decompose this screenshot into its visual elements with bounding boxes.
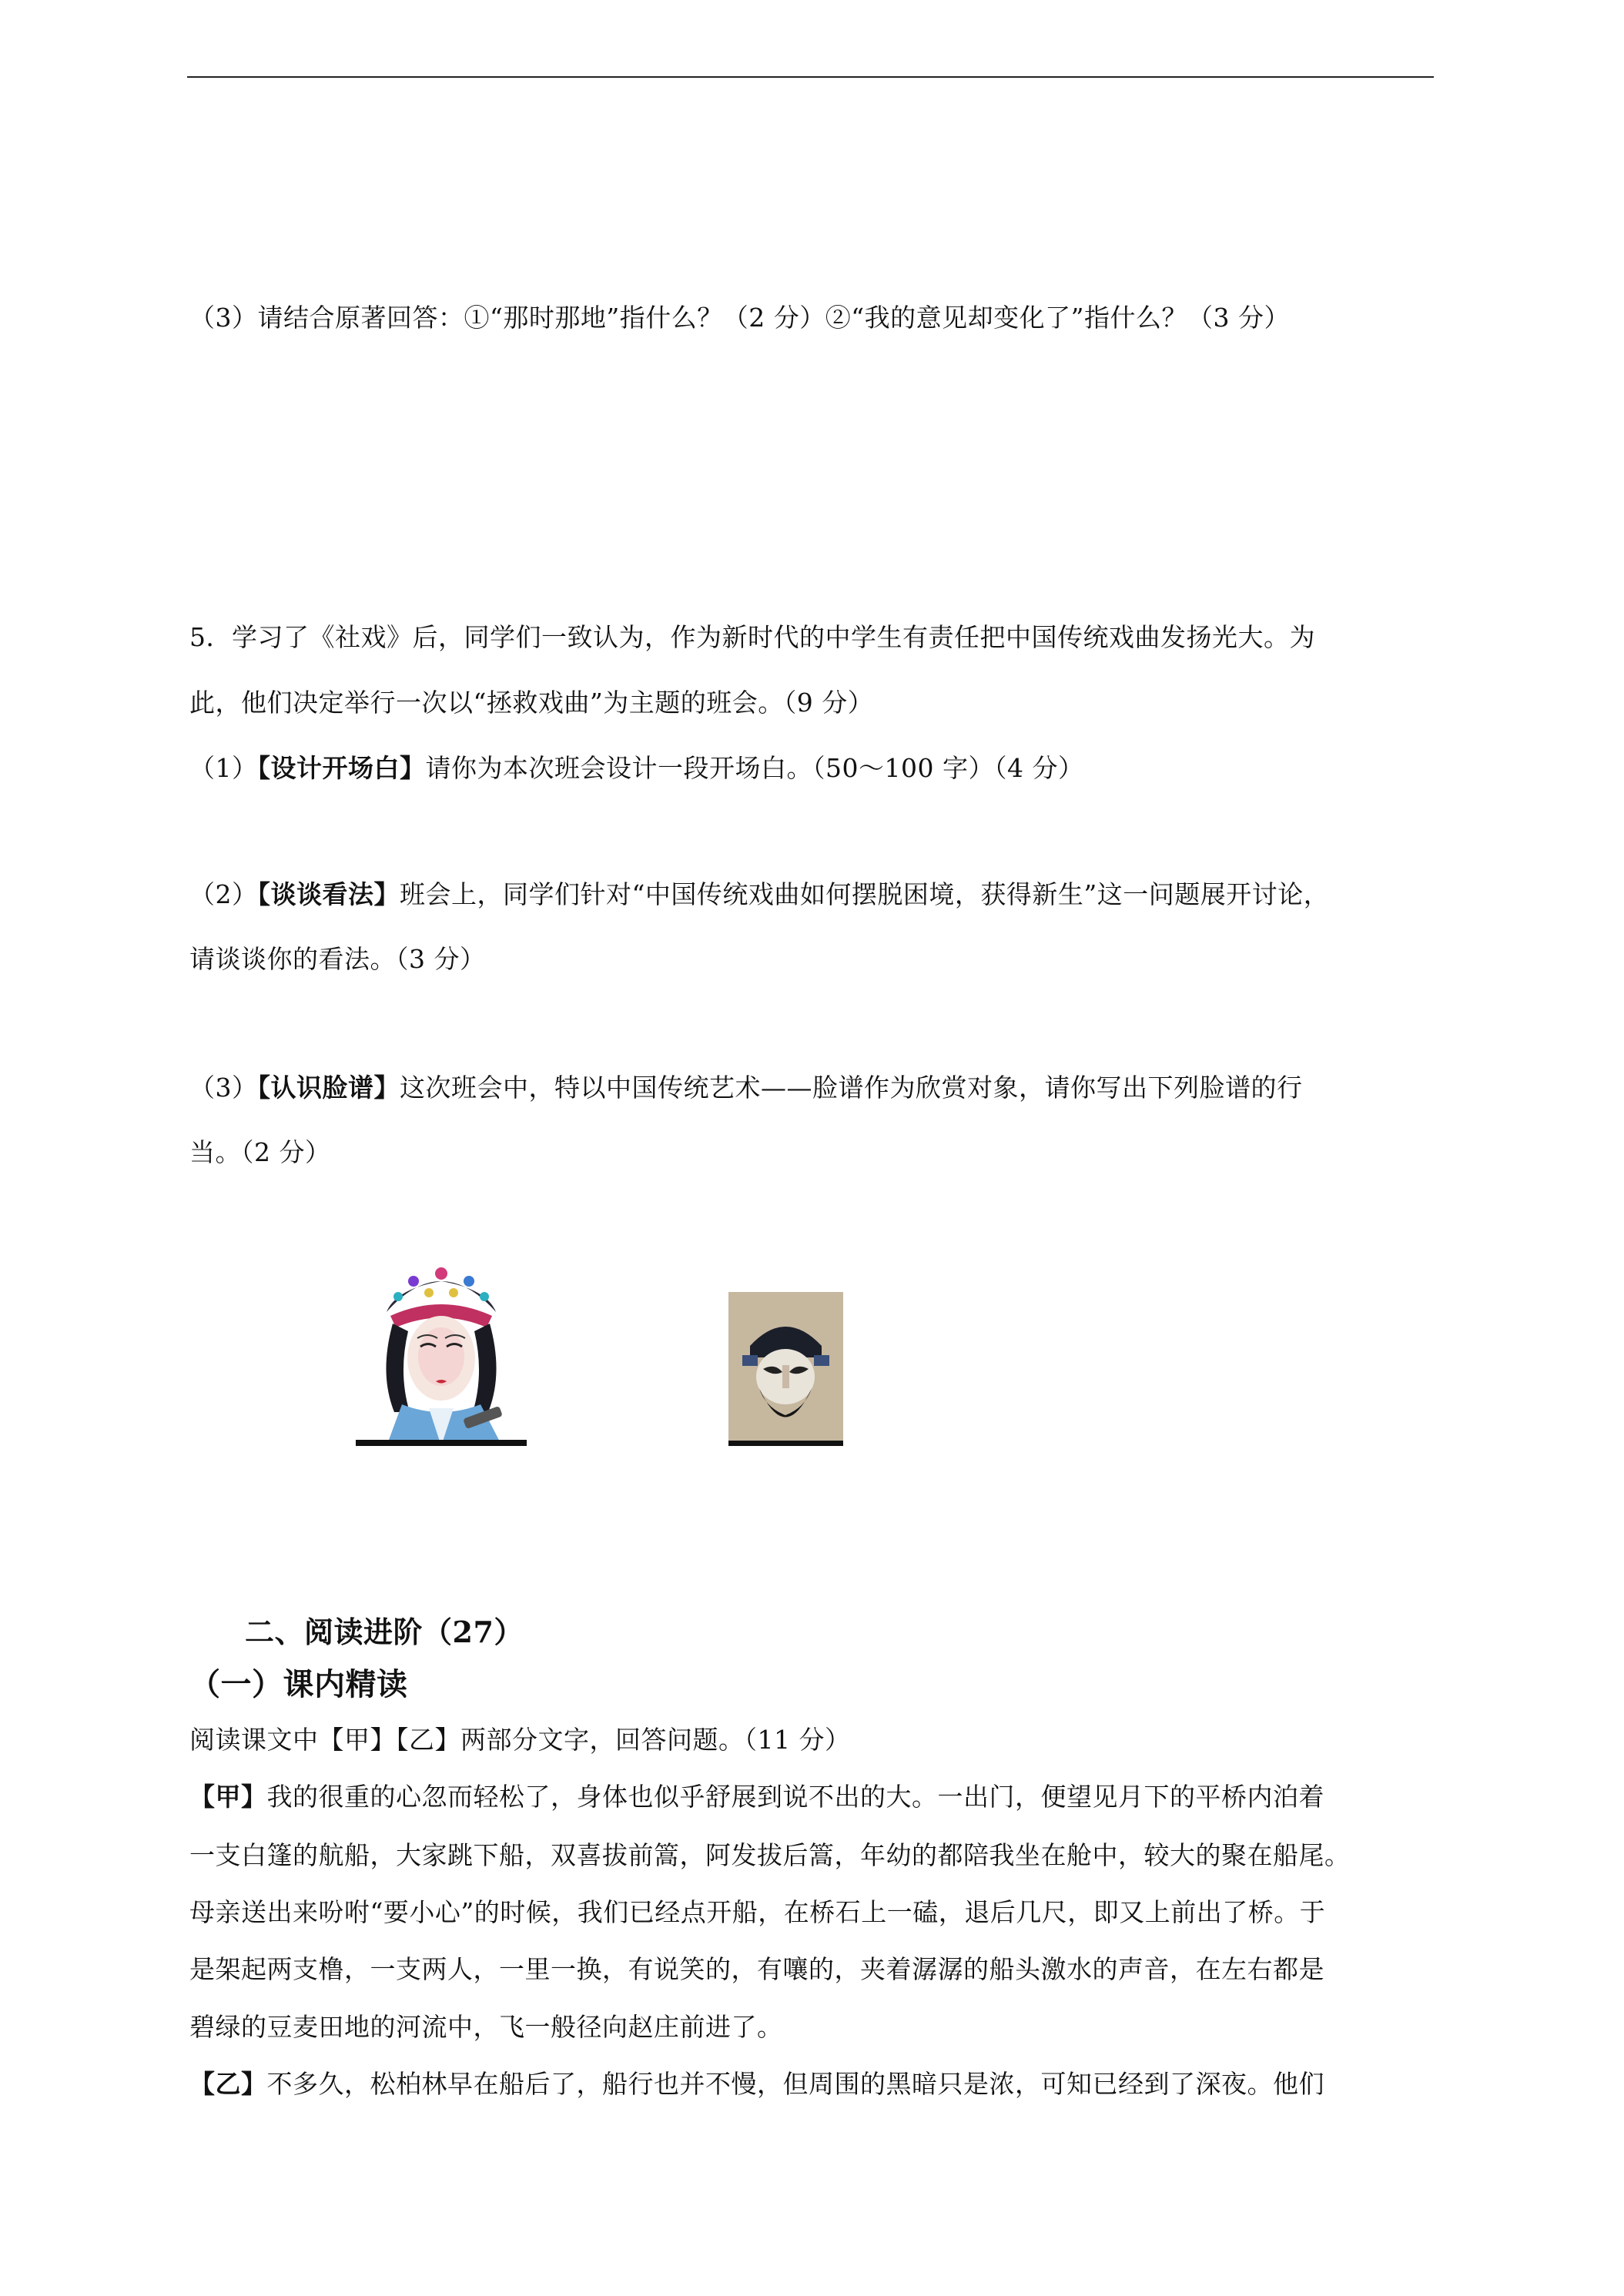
section2-title: 二、阅读进阶（27） — [245, 1615, 524, 1649]
header-rule — [187, 76, 1434, 78]
yi-line-1 — [189, 2069, 1324, 2100]
jia-tag: 【甲】 — [189, 1782, 267, 1812]
q5-sub1-text: 请你为本次班会设计一段开场白。（50～100 字）（4 分） — [425, 753, 1084, 783]
q5-sub2-text: 班会上，同学们针对“中国传统戏曲如何摆脱困境，获得新生”这一问题展开讨论， — [400, 879, 1330, 909]
q5-sub1-tag: 【设计开场白】 — [257, 753, 426, 783]
q5-sub3-line1 — [189, 1073, 1303, 1103]
yi-tag: 【乙】 — [189, 2069, 267, 2099]
q5-sub3-tag: 【认识脸谱】 — [257, 1073, 400, 1103]
q5-sub2-number: （2） — [189, 879, 258, 909]
section2-subsection: （一）课内精读 — [189, 1666, 408, 1702]
dan-mask-image — [356, 1258, 527, 1446]
q5-sub1-number: （1） — [189, 753, 258, 783]
q5-sub3-line2: 当。（2 分） — [189, 1137, 331, 1167]
jia-line-3: 母亲送出来吩咐“要小心”的时候，我们已经点开船，在桥石上一磕，退后几尺，即又上前出了桥。于 — [189, 1897, 1326, 1927]
jia-line-5: 碧绿的豆麦田地的河流中，飞一般径向赵庄前进了。 — [189, 2012, 783, 2042]
q5-sub2-tag: 【谈谈看法】 — [257, 879, 400, 909]
jia-line-1 — [189, 1782, 1324, 1812]
yi-text-1: 不多久，松柏林早在船后了，船行也并不慢，但周围的黑暗只是浓，可知已经到了深夜。他们 — [266, 2069, 1324, 2099]
q5-sub2-line2: 请谈谈你的看法。（3 分） — [189, 944, 486, 974]
q4-sub3: （3）请结合原著回答：①“那时那地”指什么？（2 分）②“我的意见却变化了”指什么？（3 分） — [189, 303, 1290, 333]
q5-sub3-text: 这次班会中，特以中国传统艺术——脸谱作为欣赏对象，请你写出下列脸谱的行 — [400, 1073, 1303, 1103]
jing-mask-photo — [728, 1292, 843, 1446]
dan-mask-illustration — [356, 1258, 527, 1446]
jia-line-4: 是架起两支橹，一支两人，一里一换，有说笑的，有嚷的，夹着潺潺的船头激水的声音，在左右都是 — [189, 1954, 1324, 1984]
q5-sub2-line1 — [189, 879, 1329, 910]
jia-line-2: 一支白篷的航船，大家跳下船，双喜拔前篙，阿发拔后篙，年幼的都陪我坐在舱中，较大的聚在船尾。 — [189, 1840, 1351, 1870]
q5-intro-line2: 此，他们决定举行一次以“拯救戏曲”为主题的班会。（9 分） — [189, 688, 874, 718]
jia-text-1: 我的很重的心忽而轻松了，身体也似乎舒展到说不出的大。一出门，便望见月下的平桥内泊着 — [266, 1782, 1324, 1812]
reading-instruction: 阅读课文中【甲】【乙】两部分文字，回答问题。（11 分） — [189, 1725, 851, 1755]
q5-sub3-number: （3） — [189, 1073, 258, 1103]
jing-mask-image — [728, 1292, 843, 1446]
q5-intro-line1: 5．学习了《社戏》后，同学们一致认为，作为新时代的中学生有责任把中国传统戏曲发扬光大。为 — [189, 622, 1315, 652]
q5-sub1 — [189, 753, 1083, 784]
